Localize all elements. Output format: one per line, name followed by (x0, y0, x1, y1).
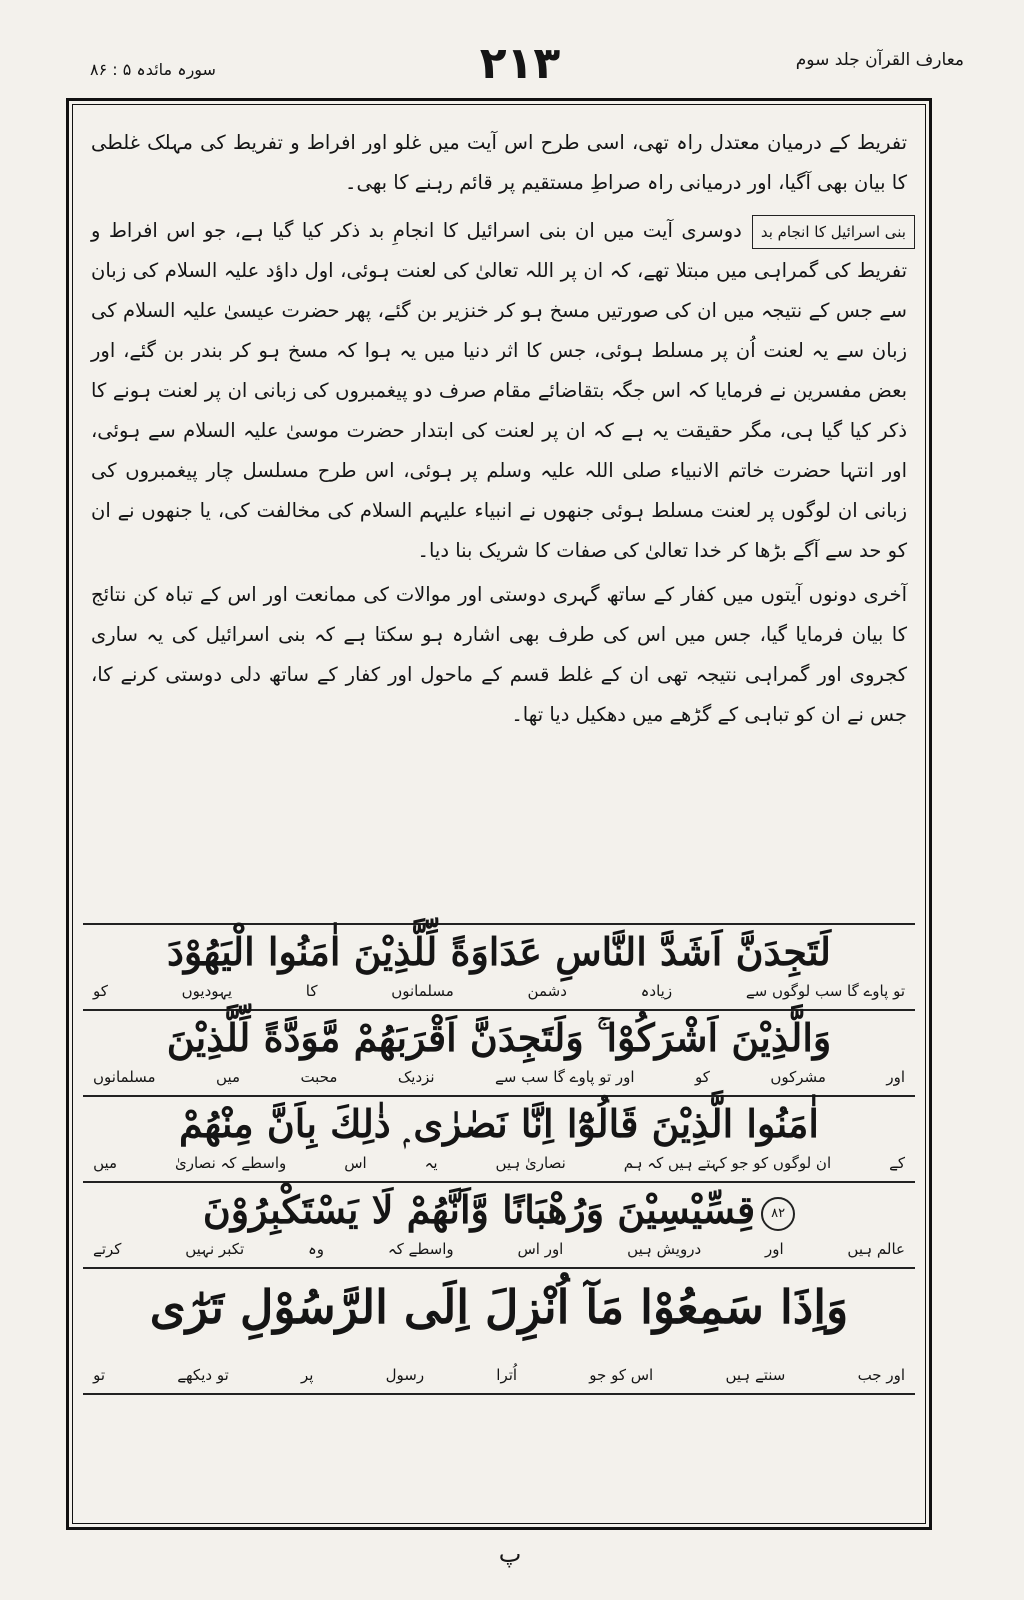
arabic-verse-line: وَالَّذِيْنَ اَشْرَكُوْا ۚ وَلَتَجِدَنَّ اَقْرَبَهُمْ مَّوَدَّةً لِّلَّذِيْنَ (166, 1015, 832, 1060)
translation-word: سنتے ہیں (725, 1366, 786, 1384)
translation-word: رسول (385, 1366, 425, 1384)
page-header (0, 0, 1024, 90)
translation-word: کو (93, 982, 108, 1000)
translation-word: تو (93, 1366, 106, 1384)
translation-word: تو دیکھے (177, 1366, 229, 1384)
page-content (83, 115, 915, 1513)
ayah-number-marker: ۸۲ (761, 1197, 795, 1231)
translation-word: کے (889, 1154, 905, 1172)
translation-word: وہ (308, 1240, 325, 1258)
arabic-verse-line: لَتَجِدَنَّ اَشَدَّ النَّاسِ عَدَاوَةً لِّلَّذِيْنَ اٰمَنُوا الْيَهُوْدَ (167, 929, 831, 974)
translation-word: تکبر نہیں (185, 1240, 245, 1258)
translation-word: نصاریٰ ہیں (495, 1154, 566, 1172)
interlinear-translation (93, 1237, 905, 1261)
translation-word: اور جب (857, 1366, 905, 1384)
translation-word: ان لوگوں کو جو کہتے ہیں کہ ہم (623, 1154, 832, 1172)
translation-word: اور (764, 1240, 784, 1258)
translation-word: اس (344, 1154, 367, 1172)
translation-word: تو پاوے گا سب لوگوں سے (745, 982, 905, 1000)
translation-word: میں (216, 1068, 241, 1086)
translation-word: دشمن (527, 982, 567, 1000)
interlinear-translation (93, 1151, 905, 1175)
verse-row (83, 1011, 915, 1097)
commentary-paragraph-3: آخری دونوں آیتوں میں کفار کے ساتھ گہری دوستی اور موالات کی ممانعت اور اس کے تباہ کن نتائج کا بیان فرمایا گیا، جس میں اس کی طرف بھی اشارہ ہو سکتا ہے کہ بنی اسرائیل کی یہ ساری کجروی اور گمراہی نتیجہ تھی ان کے غلط قسم کے ماحول اور کفار کے ساتھ دلی دوستی کرنے کا، جس نے ان کو تباہی کے گڑھے میں دھکیل دیا تھا۔ (91, 583, 907, 726)
translation-word: اور اس (517, 1240, 564, 1258)
translation-word: مسلمانوں (93, 1068, 156, 1086)
translation-word: یہودیوں (181, 982, 232, 1000)
verse-row (83, 1097, 915, 1183)
commentary-paragraph-1: تفریط کے درمیان معتدل راہ تھی، اسی طرح اس آیت میں غلو اور افراط و تفریط کی مہلک غلطی کا بیان بھی آگیا، اور درمیانی راہ صراطِ مستقیم پر قائم رہنے کا بھی۔ (91, 131, 907, 194)
arabic-verse-text: قِسِّيْسِيْنَ وَرُهْبَانًا وَّاَنَّهُمْ لَا يَسْتَكْبِرُوْنَ (202, 1187, 756, 1232)
translation-word: درویش ہیں (627, 1240, 702, 1258)
translation-word: کو (695, 1068, 710, 1086)
verse-row (83, 1183, 915, 1269)
translation-word: مشرکوں (770, 1068, 826, 1086)
arabic-verse-line (83, 1187, 915, 1233)
translation-word: اور (886, 1068, 905, 1086)
translation-word: واسطے کہ نصاریٰ (175, 1154, 287, 1172)
translation-word: زیادہ (640, 982, 673, 1000)
interlinear-translation (93, 1363, 905, 1387)
translation-word: محبت (300, 1068, 338, 1086)
book-title: معارف القرآن جلد سوم (795, 50, 964, 70)
translation-word: اُترا (496, 1366, 518, 1384)
side-heading: بنی اسرائیل کا انجام بد (752, 215, 915, 249)
translation-word: واسطے کہ (387, 1240, 454, 1258)
translation-word: میں (93, 1154, 118, 1172)
arabic-verse-line: وَاِذَا سَمِعُوْا مَآ اُنْزِلَ اِلَى الرَّسُوْلِ تَرٰٓى (149, 1280, 849, 1334)
surah-reference: سورہ مائدہ ۵ : ۸۶ (90, 60, 216, 79)
interlinear-translation (93, 1065, 905, 1089)
translation-word: مسلمانوں (391, 982, 454, 1000)
page-frame (66, 98, 932, 1530)
translation-word: نزدیک (397, 1068, 435, 1086)
translation-word: اس کو جو (589, 1366, 654, 1384)
translation-word: یہ (424, 1154, 438, 1172)
commentary-section-2 (83, 211, 915, 571)
translation-word: پر (300, 1366, 314, 1384)
verse-row (83, 925, 915, 1011)
quran-verses-block (83, 923, 915, 1395)
commentary-paragraph-2: دوسری آیت میں ان بنی اسرائیل کا انجامِ بد ذکر کیا گیا ہے، جو اس افراط و تفریط کی گمراہی میں مبتلا تھے، کہ ان پر اللہ تعالیٰ کی لعنت ہوئی، اول داؤد علیہ السلام کی زبان سے جس کے نتیجہ میں ان کی صورتیں مسخ ہو کر خنزیر بن گئے، پھر حضرت عیسیٰ علیہ السلام کی زبان سے یہ لعنت اُن پر مسلط ہوئی، جس کا اثر دنیا میں یہ ہوا کہ مسخ ہو کر بندر بن گئے، اور بعض مفسرین نے فرمایا کہ اس جگہ بتقاضائے مقام صرف دو پیغمبروں کی زبانی ان پر لعنت ہونے کا ذکر کیا گیا ہی، مگر حقیقت یہ ہے کہ ان پر لعنت کی ابتدار حضرت موسیٰ علیہ السلام سے ہوئی، اور انتہا حضرت خاتم الانبیاء صلی اللہ علیہ وسلم پر ہوئی، اس طرح مسلسل چار پیغمبروں کی زبانی ان لوگوں پر لعنت مسلط ہوئی جنھوں نے انبیاء علیہم السلام کی مخالفت کی، یا جنھوں نے ان کو حد سے آگے بڑھا کر خدا تعالیٰ کی صفات کا شریک بنا دیا۔ (91, 219, 907, 562)
translation-word: کرتے (93, 1240, 122, 1258)
page-number: ۲۱۳ (479, 38, 561, 89)
footer-mark: پ (498, 1540, 522, 1568)
interlinear-translation (93, 979, 905, 1003)
arabic-verse-line: اٰمَنُوا الَّذِيْنَ قَالُوْٓا اِنَّا نَصٰرٰى ۭ ذٰلِكَ بِاَنَّ مِنْهُمْ (179, 1101, 819, 1146)
translation-word: اور تو پاوے گا سب سے (495, 1068, 635, 1086)
verse-row (83, 1269, 915, 1395)
translation-word: عالم ہیں (847, 1240, 905, 1258)
translation-word: کا (305, 982, 318, 1000)
